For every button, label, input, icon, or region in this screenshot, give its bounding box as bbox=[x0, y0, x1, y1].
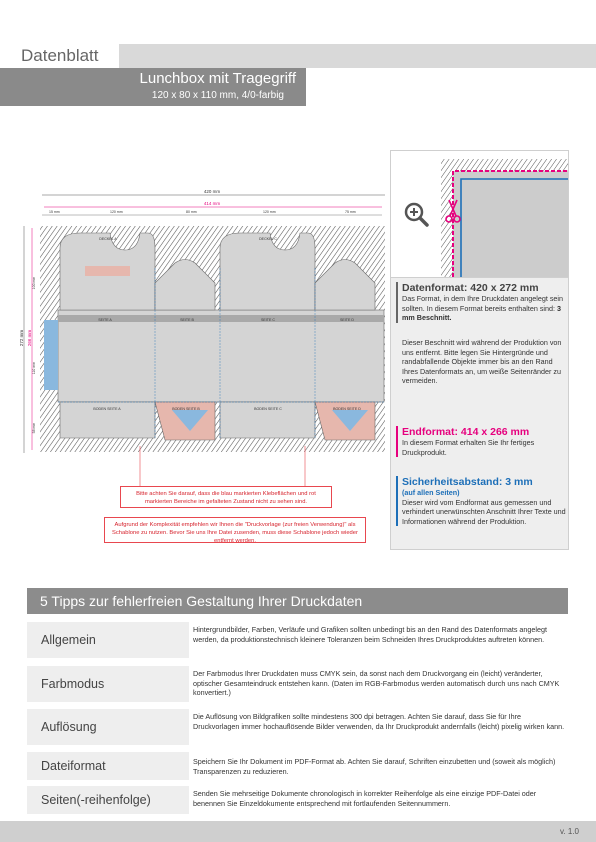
product-title: Lunchbox mit Tragegriff bbox=[139, 70, 296, 87]
label-boden-b: BODEN SEITE B bbox=[172, 407, 200, 411]
sicherheit-block bbox=[396, 476, 568, 526]
footer-bar bbox=[0, 821, 596, 842]
h2-label: 110 mm bbox=[32, 361, 36, 375]
dim-height-total: 272 mm bbox=[19, 329, 24, 347]
lid-red-area bbox=[85, 266, 130, 276]
glue-flap bbox=[44, 320, 58, 390]
dieline-drawing bbox=[20, 188, 392, 458]
product-subtitle: 120 x 80 x 110 mm, 4/0-farbig bbox=[151, 90, 284, 101]
zoom-icon bbox=[402, 200, 430, 228]
endformat-block bbox=[396, 426, 568, 457]
sicherheit-heading: Sicherheitsabstand: 3 mm bbox=[402, 476, 533, 488]
dim-height-end: 266 mm bbox=[27, 329, 32, 347]
sicherheit-sub: (auf allen Seiten) bbox=[402, 488, 460, 497]
datenformat-text: Das Format, in dem Ihre Druckdaten angelegt sein sollten. In diesem Format bereits enthalten sind: bbox=[402, 294, 563, 313]
tip-text-dateiformat: Speichern Sie Ihr Dokument im PDF-Format ab. Achten Sie darauf, Schriften einzubetten und (soweit als möglich) Transparenzen zu reduzieren. bbox=[193, 757, 556, 776]
tip-text-seiten: Senden Sie mehrseitige Dokumente chronologisch in korrekter Reihenfolge als eine einzige PDF-Datei oder benennen Sie Einzeldokumente entsprechend mit fortlaufenden Seitennummern. bbox=[193, 789, 537, 808]
seg2-label: 120 mm bbox=[110, 210, 123, 214]
seg1-label: 15 mm bbox=[49, 210, 60, 214]
tip-label-allgemein: Allgemein bbox=[27, 622, 189, 658]
label-seite-a: SEITE A bbox=[98, 318, 112, 322]
tip-label-dateiformat: Dateiformat bbox=[27, 752, 189, 780]
h1-label: 100 mm bbox=[32, 276, 36, 290]
label-seite-c: SEITE C bbox=[261, 318, 275, 322]
tip-label-farbmodus: Farbmodus bbox=[27, 666, 189, 702]
label-seite-d: SEITE D bbox=[340, 318, 354, 322]
beschnitt-text: Dieser Beschnitt wird während der Produktion von uns entfernt. Bitte legen Sie Hintergründe und randabfallende Objekte immer bis an den Rand Ihres Datenformats an, um weiße Seitenränder zu vermeiden. bbox=[402, 338, 562, 386]
scissors-icon bbox=[444, 198, 462, 224]
datenformat-bold: 3 mm Beschnitt. bbox=[402, 303, 562, 323]
h3-label: 58 mm bbox=[32, 422, 36, 434]
document-type-label: Datenblatt bbox=[21, 46, 99, 65]
label-boden-a: BODEN SEITE A bbox=[93, 407, 121, 411]
sicherheit-text: Dieser wird vom Endformat aus gemessen und verhindert unerwünschten Anschnitt Ihrer Texte und Informationen während der Produktion. bbox=[402, 497, 566, 526]
tip-label-seiten: Seiten(-reihenfolge) bbox=[27, 786, 189, 814]
lid-c bbox=[220, 233, 315, 310]
version-label: v. 1.0 bbox=[560, 827, 579, 836]
seg3-label: 80 mm bbox=[186, 210, 197, 214]
tip-text-aufloesung: Die Auflösung von Bildgrafiken sollte mindestens 300 dpi betragen. Achten Sie darauf, dass Sie für Ihre Druckvorlagen immer hochauflösende Bilder verwenden, da Ihr Druckprodukt andernfalls (leicht) pixelig wirken kann. bbox=[193, 712, 565, 731]
seg5-label: 75 mm bbox=[345, 210, 356, 214]
endformat-heading: Endformat: 414 x 266 mm bbox=[402, 426, 530, 438]
datenformat-heading: Datenformat: 420 x 272 mm bbox=[402, 282, 539, 294]
label-deckel-a: DECKEL A bbox=[99, 237, 117, 241]
warning-glue-areas: Bitte achten Sie darauf, dass die blau markierten Klebeflächen und rot markierten Bereiche im gefalteten Zustand nicht zu sehen sind. bbox=[120, 486, 332, 508]
tip-text-allgemein: Hintergrundbilder, Farben, Verläufe und Grafiken sollten unbedingt bis an den Rand des Datenformats angelegt werden, da produktionstechnisch kleinere Toleranzen beim Schneiden Ihres Druckproduktes auftreten können. bbox=[193, 625, 548, 644]
warning-template: Aufgrund der Komplexität empfehlen wir Ihnen die "Druckvorlage (zur freien Verwendung)" als Schablone zu nutzen. Bevor Sie uns Ihre Datei zusenden, muss diese Schablone jedoch wieder entfernt werden. bbox=[104, 517, 366, 543]
tip-text-farbmodus: Der Farbmodus Ihrer Druckdaten muss CMYK sein, da sonst nach dem Druckvorgang ein (leicht) veränderter, optischer Gesamteindruck entstehen kann. (Daten im RGB-Farbmodus werden automatisch durch uns nach CMYK konvertiert.) bbox=[193, 669, 560, 698]
endformat-text: In diesem Format erhalten Sie Ihr fertiges Druckprodukt. bbox=[402, 438, 535, 457]
label-boden-d: BODEN SEITE D bbox=[333, 407, 361, 411]
label-boden-c: BODEN SEITE C bbox=[254, 407, 282, 411]
seg4-label: 120 mm bbox=[263, 210, 276, 214]
dim-total-width: 420 mm bbox=[203, 189, 221, 194]
tip-label-aufloesung: Auflösung bbox=[27, 709, 189, 745]
side-panels bbox=[58, 310, 384, 402]
dim-end-width: 414 mm bbox=[203, 201, 221, 206]
label-deckel-c: DECKEL C bbox=[259, 237, 277, 241]
datenformat-block bbox=[396, 282, 568, 323]
label-seite-b: SEITE B bbox=[180, 318, 194, 322]
tips-title: 5 Tipps zur fehlerfreien Gestaltung Ihrer Druckdaten bbox=[40, 593, 363, 609]
